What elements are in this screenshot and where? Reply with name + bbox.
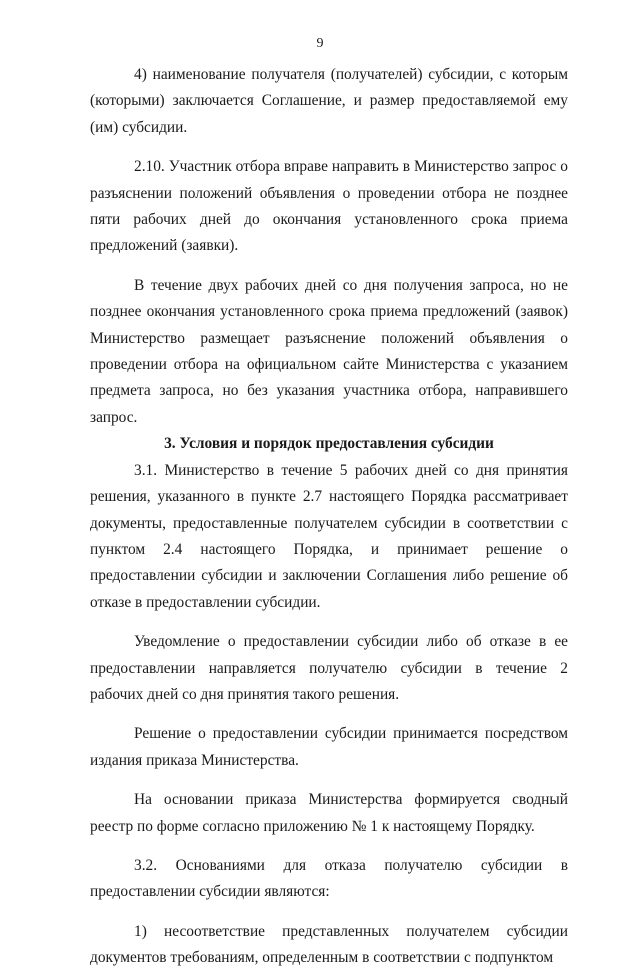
paragraph-decision: Решение о предоставлении субсидии принимается посредством издания приказа Министерства. [90, 725, 568, 769]
document-body [90, 62, 568, 972]
paragraph-3-2: 3.2. Основаниями для отказа получателю субсидии в предоставлении субсидии являются: [90, 856, 568, 901]
paragraph-notification: Уведомление о предоставлении субсидии либо об отказе в ее предоставлении направляется получателю субсидии в течение 2 рабочих дней со дня принятия такого решения. [90, 633, 568, 703]
paragraph-registry: На основании приказа Министерства формируется сводный реестр по форме согласно приложению № 1 к настоящему Порядку. [90, 791, 568, 835]
section-heading: 3. Условия и порядок предоставления субсидии [164, 435, 494, 453]
paragraph-clarification: В течение двух рабочих дней со дня получения запроса, но не позднее окончания установленного срока приема предложений (заявок) Министерство размещает разъяснение положений объявления о проведении отбора на официальном сайте Министерства с указанием предмета запроса, но без указания участника отбора, направившего запрос. [90, 276, 568, 426]
paragraph-3-1: 3.1. Министерство в течение 5 рабочих дней со дня принятия решения, указанного в пункте 2.7 настоящего Порядка рассматривает документы, предоставленные получателем субсидии в соответствии с пунктом 2.4 настоящего Порядка, и принимает решение о предоставлении субсидии и заключении Соглашения либо решение об отказе в предоставлении субсидии. [90, 461, 568, 611]
paragraph-item-4: 4) наименование получателя (получателей) субсидии, с которым (которыми) заключается Соглашение, и размер предоставляемой ему (им) субсидии. [90, 66, 568, 136]
page-number: 9 [316, 36, 324, 51]
paragraph-2-10: 2.10. Участник отбора вправе направить в Министерство запрос о разъяснении положений объявления о проведении отбора не позднее пяти рабочих дней до окончания установленного срока приема предложений (заявки). [90, 158, 568, 255]
paragraph-item-1: 1) несоответствие представленных получателем субсидии документов требованиям, определенным в соответствии с подпунктом [90, 922, 568, 967]
